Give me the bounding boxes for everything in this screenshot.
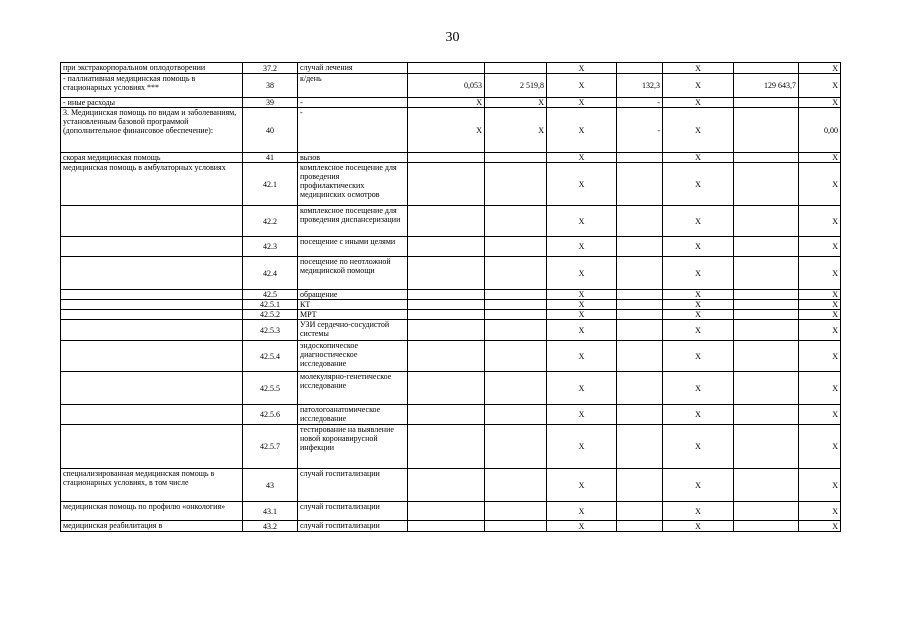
row-unit-cell: комплексное посещение для проведения профилактических медицинских осмотров xyxy=(298,163,408,206)
row-unit-cell: случай госпитализации xyxy=(298,502,408,521)
col7-cell xyxy=(617,63,663,74)
rate-cell xyxy=(408,300,485,310)
col8-cell: X xyxy=(663,108,734,153)
col6-cell: X xyxy=(547,237,617,257)
table-row xyxy=(61,425,841,469)
col8-cell: X xyxy=(663,372,734,405)
col7-cell: - xyxy=(617,108,663,153)
rate-cell xyxy=(408,372,485,405)
row-unit-cell: вызов xyxy=(298,153,408,163)
col6-cell: X xyxy=(547,163,617,206)
col10-cell: X xyxy=(799,237,841,257)
row-unit-cell: случай лечения xyxy=(298,63,408,74)
cost-cell xyxy=(485,153,547,163)
col10-cell: X xyxy=(799,290,841,300)
row-code-cell: 42.5.3 xyxy=(243,320,298,341)
col10-cell: X xyxy=(799,469,841,502)
row-name-cell: медицинская реабилитация в xyxy=(61,521,243,532)
col6-cell: X xyxy=(547,502,617,521)
col6-cell: X xyxy=(547,290,617,300)
col8-cell: X xyxy=(663,63,734,74)
col10-cell: X xyxy=(799,372,841,405)
col8-cell: X xyxy=(663,153,734,163)
row-code-cell: 42.4 xyxy=(243,257,298,290)
row-unit-cell: посещение с иными целями xyxy=(298,237,408,257)
col9-cell: 129 643,7 xyxy=(734,74,799,98)
row-name-cell xyxy=(61,320,243,341)
cost-cell: X xyxy=(485,108,547,153)
row-code-cell: 42.1 xyxy=(243,163,298,206)
col6-cell: X xyxy=(547,425,617,469)
table-row xyxy=(61,153,841,163)
col10-cell: X xyxy=(799,341,841,372)
col7-cell xyxy=(617,341,663,372)
row-code-cell: 38 xyxy=(243,74,298,98)
col8-cell: X xyxy=(663,300,734,310)
row-unit-cell: к/день xyxy=(298,74,408,98)
col9-cell xyxy=(734,425,799,469)
col8-cell: X xyxy=(663,206,734,237)
rate-cell xyxy=(408,237,485,257)
rate-cell xyxy=(408,290,485,300)
col7-cell xyxy=(617,521,663,532)
row-name-cell: - иные расходы xyxy=(61,98,243,108)
rate-cell xyxy=(408,425,485,469)
row-code-cell: 42.3 xyxy=(243,237,298,257)
col7-cell xyxy=(617,469,663,502)
col9-cell xyxy=(734,206,799,237)
col7-cell xyxy=(617,372,663,405)
col9-cell xyxy=(734,521,799,532)
col8-cell: X xyxy=(663,163,734,206)
cost-cell xyxy=(485,469,547,502)
row-unit-cell: обращение xyxy=(298,290,408,300)
row-name-cell xyxy=(61,372,243,405)
table-row xyxy=(61,502,841,521)
table-row xyxy=(61,257,841,290)
rate-cell xyxy=(408,163,485,206)
row-name-cell xyxy=(61,425,243,469)
col8-cell: X xyxy=(663,290,734,300)
col9-cell xyxy=(734,63,799,74)
col6-cell: X xyxy=(547,310,617,320)
col6-cell: X xyxy=(547,74,617,98)
row-name-cell xyxy=(61,257,243,290)
col9-cell xyxy=(734,237,799,257)
row-unit-cell: - xyxy=(298,108,408,153)
cost-cell xyxy=(485,237,547,257)
col9-cell xyxy=(734,108,799,153)
col10-cell: X xyxy=(799,163,841,206)
table-row xyxy=(61,108,841,153)
col8-cell: X xyxy=(663,320,734,341)
row-unit-cell: УЗИ сердечно-сосудистой системы xyxy=(298,320,408,341)
cost-cell xyxy=(485,163,547,206)
col7-cell xyxy=(617,237,663,257)
table-row xyxy=(61,163,841,206)
col10-cell: X xyxy=(799,300,841,310)
row-code-cell: 39 xyxy=(243,98,298,108)
row-unit-cell: тестирование на выявление новой коронавирусной инфекции xyxy=(298,425,408,469)
col6-cell: X xyxy=(547,108,617,153)
rate-cell xyxy=(408,320,485,341)
cost-cell xyxy=(485,341,547,372)
table-row xyxy=(61,405,841,425)
col9-cell xyxy=(734,320,799,341)
col8-cell: X xyxy=(663,521,734,532)
col10-cell: X xyxy=(799,405,841,425)
col9-cell xyxy=(734,405,799,425)
col6-cell: X xyxy=(547,153,617,163)
col9-cell xyxy=(734,98,799,108)
col6-cell: X xyxy=(547,257,617,290)
cost-cell xyxy=(485,405,547,425)
col9-cell xyxy=(734,372,799,405)
col6-cell: X xyxy=(547,405,617,425)
col7-cell xyxy=(617,257,663,290)
cost-cell xyxy=(485,206,547,237)
row-unit-cell: КТ xyxy=(298,300,408,310)
col9-cell xyxy=(734,163,799,206)
row-code-cell: 42.5.2 xyxy=(243,310,298,320)
rate-cell xyxy=(408,310,485,320)
col7-cell xyxy=(617,320,663,341)
row-code-cell: 40 xyxy=(243,108,298,153)
col8-cell: X xyxy=(663,237,734,257)
col10-cell: X xyxy=(799,98,841,108)
col8-cell: X xyxy=(663,405,734,425)
row-name-cell: скорая медицинская помощь xyxy=(61,153,243,163)
row-code-cell: 42.5.6 xyxy=(243,405,298,425)
col8-cell: X xyxy=(663,341,734,372)
row-unit-cell: случай госпитализации xyxy=(298,469,408,502)
col6-cell: X xyxy=(547,98,617,108)
col8-cell: X xyxy=(663,425,734,469)
col8-cell: X xyxy=(663,98,734,108)
row-unit-cell: патологоанатомическое исследование xyxy=(298,405,408,425)
col7-cell xyxy=(617,290,663,300)
table-row xyxy=(61,341,841,372)
cost-cell xyxy=(485,63,547,74)
col10-cell: X xyxy=(799,206,841,237)
row-name-cell xyxy=(61,405,243,425)
col7-cell xyxy=(617,310,663,320)
col9-cell xyxy=(734,469,799,502)
cost-cell xyxy=(485,372,547,405)
row-code-cell: 42.5.5 xyxy=(243,372,298,405)
col10-cell: X xyxy=(799,425,841,469)
col7-cell xyxy=(617,502,663,521)
col8-cell: X xyxy=(663,74,734,98)
col9-cell xyxy=(734,310,799,320)
rate-cell xyxy=(408,341,485,372)
rate-cell: 0,053 xyxy=(408,74,485,98)
row-name-cell xyxy=(61,290,243,300)
col10-cell: X xyxy=(799,521,841,532)
table-row xyxy=(61,63,841,74)
table-row xyxy=(61,469,841,502)
col6-cell: X xyxy=(547,320,617,341)
rate-cell xyxy=(408,153,485,163)
row-name-cell: медицинская помощь в амбулаторных условиях xyxy=(61,163,243,206)
col7-cell xyxy=(617,153,663,163)
col6-cell: X xyxy=(547,341,617,372)
row-code-cell: 42.5 xyxy=(243,290,298,300)
col9-cell xyxy=(734,257,799,290)
col9-cell xyxy=(734,290,799,300)
row-name-cell: 3. Медицинская помощь по видам и заболеваниям, установленным базовой программой (дополнительное финансовое обеспечение): xyxy=(61,108,243,153)
col7-cell xyxy=(617,163,663,206)
table-row xyxy=(61,237,841,257)
col9-cell xyxy=(734,300,799,310)
row-unit-cell: комплексное посещение для проведения диспансеризации xyxy=(298,206,408,237)
row-unit-cell: - xyxy=(298,98,408,108)
row-unit-cell: случай госпитализации xyxy=(298,521,408,532)
col10-cell: 0,00 xyxy=(799,108,841,153)
rate-cell: X xyxy=(408,108,485,153)
table-row xyxy=(61,320,841,341)
col8-cell: X xyxy=(663,469,734,502)
rate-cell: X xyxy=(408,98,485,108)
row-name-cell: - паллиативная медицинская помощь в стационарных условиях *** xyxy=(61,74,243,98)
row-name-cell xyxy=(61,341,243,372)
table-row xyxy=(61,206,841,237)
row-code-cell: 37.2 xyxy=(243,63,298,74)
cost-cell: 2 519,8 xyxy=(485,74,547,98)
col7-cell: 132,3 xyxy=(617,74,663,98)
col7-cell: - xyxy=(617,98,663,108)
col8-cell: X xyxy=(663,310,734,320)
table-row xyxy=(61,521,841,532)
rate-cell xyxy=(408,502,485,521)
row-name-cell: медицинская помощь по профилю «онкология» xyxy=(61,502,243,521)
col6-cell: X xyxy=(547,521,617,532)
table-row xyxy=(61,290,841,300)
col9-cell xyxy=(734,502,799,521)
cost-cell xyxy=(485,310,547,320)
rate-cell xyxy=(408,521,485,532)
col10-cell: X xyxy=(799,502,841,521)
col8-cell: X xyxy=(663,502,734,521)
rate-cell xyxy=(408,469,485,502)
col10-cell: X xyxy=(799,153,841,163)
row-name-cell xyxy=(61,310,243,320)
row-code-cell: 42.5.7 xyxy=(243,425,298,469)
cost-cell xyxy=(485,502,547,521)
cost-cell xyxy=(485,300,547,310)
col6-cell: X xyxy=(547,469,617,502)
col9-cell xyxy=(734,153,799,163)
col6-cell: X xyxy=(547,372,617,405)
table-row xyxy=(61,98,841,108)
col6-cell: X xyxy=(547,206,617,237)
col10-cell: X xyxy=(799,257,841,290)
row-unit-cell: молекулярно-генетическое исследование xyxy=(298,372,408,405)
col7-cell xyxy=(617,405,663,425)
rate-cell xyxy=(408,405,485,425)
rate-cell xyxy=(408,206,485,237)
rate-cell xyxy=(408,63,485,74)
col7-cell xyxy=(617,300,663,310)
financing-table xyxy=(60,62,841,532)
row-name-cell xyxy=(61,206,243,237)
cost-cell xyxy=(485,257,547,290)
row-name-cell: при экстракорпоральном оплодотворении xyxy=(61,63,243,74)
col10-cell: X xyxy=(799,320,841,341)
row-code-cell: 42.5.4 xyxy=(243,341,298,372)
cost-cell xyxy=(485,521,547,532)
cost-cell xyxy=(485,320,547,341)
col9-cell xyxy=(734,341,799,372)
col7-cell xyxy=(617,206,663,237)
col8-cell: X xyxy=(663,257,734,290)
row-code-cell: 43 xyxy=(243,469,298,502)
table-row xyxy=(61,372,841,405)
table-row xyxy=(61,310,841,320)
col10-cell: X xyxy=(799,63,841,74)
cost-cell: X xyxy=(485,98,547,108)
row-code-cell: 43.2 xyxy=(243,521,298,532)
row-unit-cell: посещение по неотложной медицинской помощи xyxy=(298,257,408,290)
row-unit-cell: МРТ xyxy=(298,310,408,320)
col10-cell: X xyxy=(799,310,841,320)
col6-cell: X xyxy=(547,63,617,74)
col10-cell: X xyxy=(799,74,841,98)
row-unit-cell: эндоскопическое диагностическое исследование xyxy=(298,341,408,372)
row-name-cell xyxy=(61,237,243,257)
row-name-cell xyxy=(61,300,243,310)
col6-cell: X xyxy=(547,300,617,310)
row-code-cell: 43.1 xyxy=(243,502,298,521)
row-code-cell: 42.2 xyxy=(243,206,298,237)
row-code-cell: 42.5.1 xyxy=(243,300,298,310)
cost-cell xyxy=(485,425,547,469)
table-row xyxy=(61,300,841,310)
rate-cell xyxy=(408,257,485,290)
page-number: 30 xyxy=(445,30,460,45)
row-name-cell: специализированная медицинская помощь в стационарных условиях, в том числе xyxy=(61,469,243,502)
table-row xyxy=(61,74,841,98)
row-code-cell: 41 xyxy=(243,153,298,163)
cost-cell xyxy=(485,290,547,300)
col7-cell xyxy=(617,425,663,469)
